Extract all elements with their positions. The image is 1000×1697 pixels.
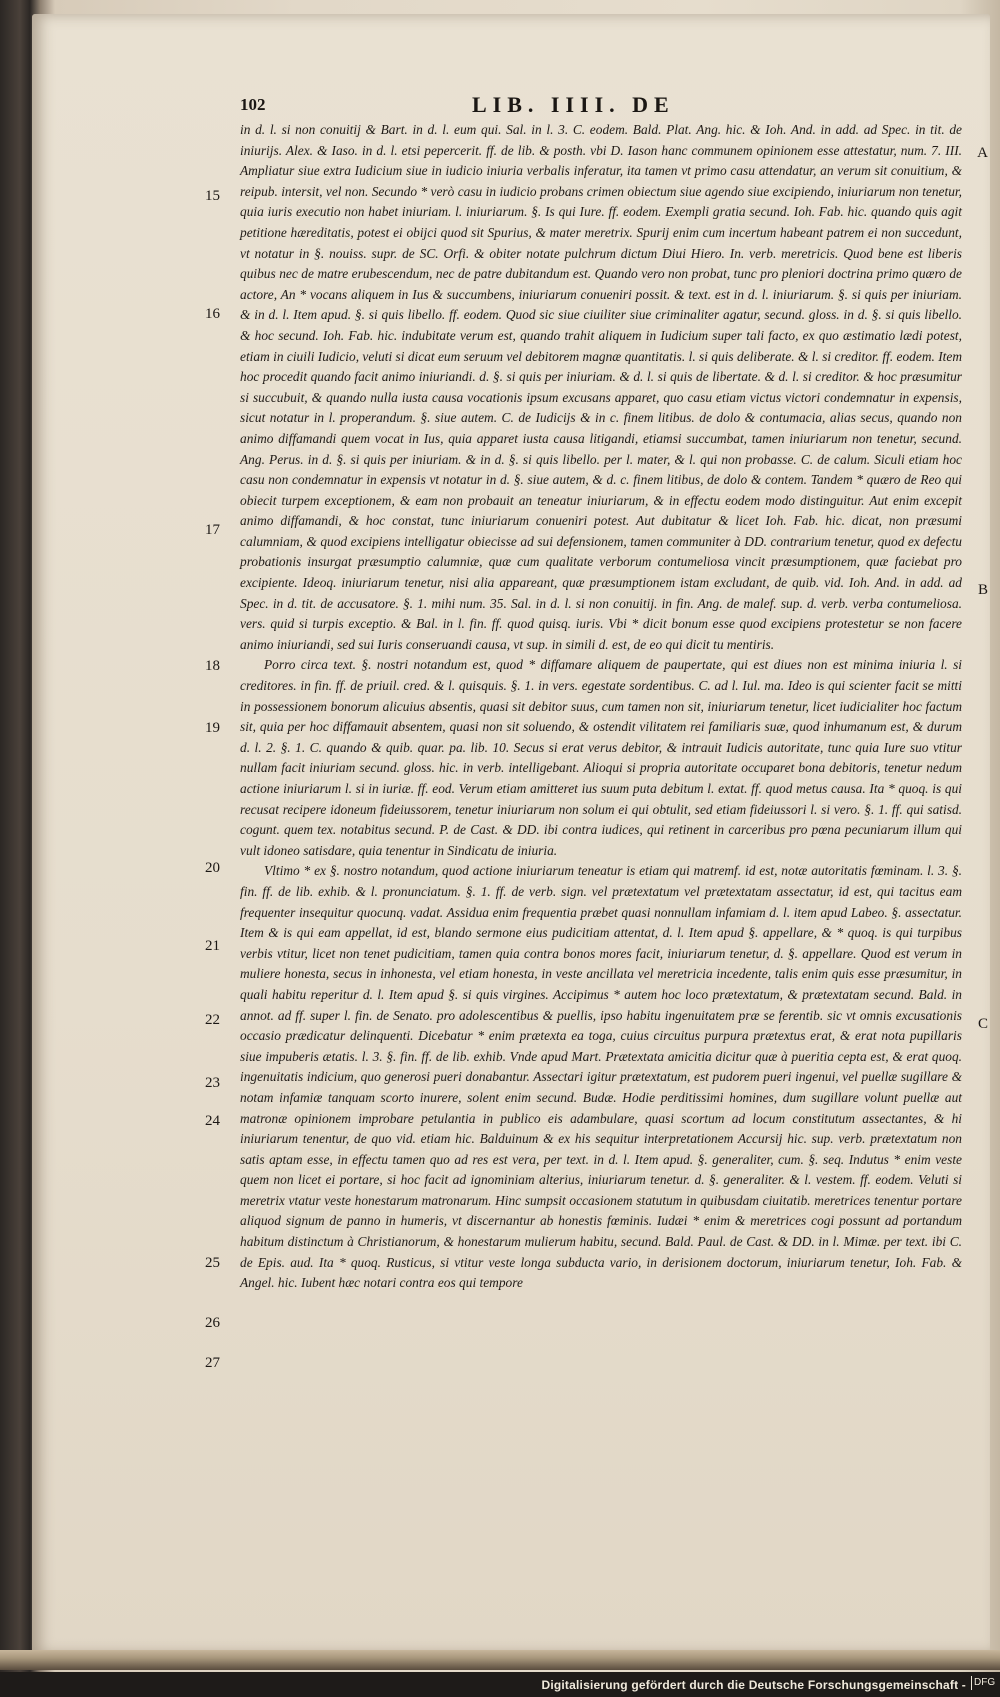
margin-number: 18 bbox=[205, 658, 220, 674]
side-letter-a: A bbox=[977, 145, 988, 161]
margin-number: 25 bbox=[205, 1255, 220, 1271]
margin-number: 22 bbox=[205, 1012, 220, 1028]
running-head: LIB. IIII. DE bbox=[472, 92, 675, 117]
dfg-logo: DFG bbox=[971, 1676, 996, 1690]
side-letter-b: B bbox=[977, 582, 988, 598]
paragraph: Vltimo * ex §. nostro notandum, quod actione iniuriarum teneatur is etiam qui matremf. id est, notæ autoritatis fœminam. l. 3. §. fin. ff. de lib. exhib. & l. pronunciatum. §. 1. ff. de verb. sign. vel prætextatum vel prætextatam assectatur, id est, qui tacitus eam frequenter insequitur quocunq. vadat. Assidua enim frequentia præbet quasi nonnullam infamiam d. l. item apud Labeo. §. assectatur. Item & is qui eam appellat, id est, blando sermone eius pudicitiam attentat, d. l. Item apud §. appellare, & * quoq. is qui turpibus verbis vtitur, licet non tenet pudicitiam, tamen quia contra bonos mores facit, iniuriarum tenetur, d. §. appellare. Quod est verum in muliere honesta, secus in inhonesta, vel etiam honesta, in veste ancillata vel meretricia incedente, talis enim quis esse præsumitur, in quali habitu reperitur d. l. Item apud §. si quis virgines. Accipimus * autem hoc loco prætextatum, & prætextatam secund. Bald. in annot. ad ff. super l. fin. de Senato. pro adolescentibus & puellis, ipso habitu ingenuitatem præ se ferentib. sic vt omnis excusationis occasio prædicatur delinquenti. Dicebatur * enim prætexta ea toga, cuius circuitus purpura prætextus erat, & erat nota pupillaris siue impuberis ætatis. l. 3. §. fin. ff. de lib. exhib. Vnde apud Mart. Prætextata amicitia dicitur quæ à pueritia cepta est, & erat quoq. ingenuitatis indicium, quo generosi pueri donabantur. Assectari igitur prætextatum, est pudorem pueri ingenui, vel puellæ sugillare & notam infamiæ tanquam scorto inurere, solent enim secund. Budæ. Hodie perditissimi homines, dum sugillare volunt puellæ aut matronæ opinionem improbare petulantia in publico eis adambulare, quasi scortum ad locum constitutum assectantes, & hi iniuriarum tenentur, de quo vid. etiam hic. Balduinum & ex his sequitur interpretationem Accursij hic. sup. verb. prætextatum non satis aptam esse, in effectu tamen quo ad res est vera, per text. in d. l. Item apud. §. generaliter, cum. §. seq. Indutus * enim veste quem non licet ei portare, si hoc facit ad ignominiam alterius, iniuriarum tenetur. d. §. generaliter. & l. vestem. ff. eodem. Veluti si meretrix vtatur veste honestarum matronarum. Hinc sumpsit occasionem statutum in quibusdam ciuitatib. meretrices tenentur portare aliquod signum de panno in humeris, vt discernantur ab honestis fœminis. Iudæi * enim & meretrices cogi possunt ad portandum habitum distinctum à Christianorum, & honestarum mulierum habitu, secund. Bald. Paul. de Cast. & DD. in l. Mimæ. per text. ibi C. de Epis. aud. Ita * quoq. Rusticus, si vtitur veste longa subducta vario, in derisionem doctorum, iniuriarum tenetur, Ioh. Fab. & Angel. hic. Iubent hæc notari contra eos qui tempore bbox=[240, 863, 962, 1291]
body-text bbox=[240, 120, 962, 1294]
digitization-credit: Digitalisierung gefördert durch die Deutsche Forschungsgemeinschaft - bbox=[541, 1678, 966, 1692]
margin-number: 27 bbox=[205, 1355, 220, 1371]
margin-number: 24 bbox=[205, 1113, 220, 1129]
page-number: 102 bbox=[240, 95, 266, 114]
margin-number: 19 bbox=[205, 720, 220, 736]
paragraph: Porro circa text. §. nostri notandum est, quod * diffamare aliquem de paupertate, qui est diues non est minima iniuria l. si creditores. in fin. ff. de priuil. cred. & l. quisquis. §. 1. in vers. egestate sordentibus. C. ad l. Iul. ma. Ideo is qui scienter facit se mitti in possessionem bonorum alicuius absentis, quasi sit debitor suus, cum tamen non sit, iniuriarum tenetur, licet iudicialiter hoc factum sit, quia per hoc diffamauit absentem, quasi non sit soluendo, & ostendit vilitatem rei familiaris suæ, quod inhumanum est, & durum d. l. 2. §. 1. C. quando & quib. quar. pa. lib. 10. Secus si erat verus debitor, & intrauit Iudicis autoritate, tunc quia Iure suo vtitur nullam facit iniuriam secund. gloss. hic. in verb. intelligebant. Alioqui si propria autoritate occuparet bona debitoris, tenetur nedum actione iniuriarum l. si in iuriæ. ff. eod. Verum etiam amitteret ius suum puta debitum l. extat. ff. quod metus causa. Ita * quoq. is qui recusat recipere idoneum fideiussorem, tenetur iniuriarum non solum ei qui obtulit, sed etiam fideiussori l. si vero. §. 1. ff. qui satisd. cogunt. quem tex. notabitus secund. P. de Cast. & DD. ibi contra iudices, qui retinent in carceribus pro pœna pecuniarum illum qui vult idoneo satisdare, quia tenentur in Sindicatu de iniuria. bbox=[240, 657, 962, 858]
margin-number: 21 bbox=[205, 938, 220, 954]
page-edge bbox=[0, 1650, 1000, 1670]
paragraph: in d. l. si non conuitij & Bart. in d. l. eum qui. Sal. in l. 3. C. eodem. Bald. Plat. Ang. hic. & Ioh. And. in add. ad Spec. in tit. de iniurijs. Alex. & Iaso. in d. l. etsi pepercerit. ff. de lib. & posth. vbi D. Iason hanc communem opinionem esse attestatur, num. 7. III. Ampliatur siue extra Iudicium siue in iudicio iniuria verbalis inferatur, ita tamen vt primo casu attendatur, an verum sit conuitium, & reipub. intersit, vel non. Secundo * verò casu in iudicio probans crimen obiectum siue agendo siue excipiendo, iniuriarum non tenetur, quia iuris executio non habet iniuriam. l. iniuriarum. §. Is qui Iure. ff. eodem. Exempli gratia secund. Ioh. Fab. hic. quando quis agit petitione hæreditatis, potest ei obijci quod sit Spurius, & mater meretrix. Spurij enim cum incertum habeant patrem ei non succedunt, vt notatur in §. nouiss. supr. de SC. Orfi. & obiter notate pulchrum dictum Diui Hiero. In. verb. meretricis. Quod bene est liberis quibus nec de matre erubescendum, nec de patre dubitandum est. Quando vero non probat, tunc pro pleniori doctrina primo quæro de actore, An * vocans aliquem in Ius & succumbens, iniuriarum conueniri possit. & text. est in d. l. iniuriarum. §. si quis per iniuriam. & in d. l. Item apud. §. si quis libello. ff. eodem. Quod sic siue ciuiliter siue criminaliter agatur, secund. gloss. in d. §. si quis libello. & hoc secund. Ioh. Fab. hic. indubitate verum est, quando trahit aliquem in Iudicium super tali facto, ex quo æstimatio lædi potest, etiam in ciuili Iudicio, veluti si dicat eum seruum vel debitorem magnæ quantitatis. l. si quis deliberate. & l. si creditor. ff. eodem. Item hoc procedit quando facit animo iniuriandi. d. §. si quis per iniuriam. & d. l. si quis de libertate. & d. l. si creditor. & hoc præsumitur si succubuit, & quando nulla iusta causa vocationis ipsum excusans apparet, quo casu etiam victus victori condemnatur in expensis, sicut notatur in l. properandum. §. siue autem. C. de Iudicijs & in c. finem litibus. de dolo & contumacia, alias secus, quando non animo diffamandi quem vocat in Ius, quia apparet iusta causa litigandi, etiamsi succumbat, tamen iniuriarum non tenetur, secund. Ang. Perus. in d. §. si quis per iniuriam. & in d. §. si quis libello. per l. mater, & l. qui non probasse. C. de calum. Siculi etiam hoc casu non condemnatur in expensis vt notatur in d. §. siue autem, & d. c. finem litibus, de dolo & contem. Tandem * quæro de Reo qui obiecit turpem exceptionem, & eam non probauit an teneatur iniuriarum, & in effectu eodem modo distinguitur. Aut enim excepit animo diffamandi, & hoc constat, tunc iniuriarum conueniri potest. Aut dubitatur & licet Ioh. Fab. hic. dicat, non præsumi calumniam, & quod excipiens intelligatur obiecisse ad sui defensionem, tamen communiter à DD. contrarium tenetur, quod ex defectu probationis insurgat præsumptio calumniæ, quæ cum qualitate verborum contumeliosa vincit præsumptionem, quæ faciebat pro excipiente. Ideoq. iniuriarum tenetur, nisi alia appareant, quæ præsumptionem istam excludant, de quib. vid. Ioh. And. in add. ad Spec. in d. tit. de accusatore. §. 1. mihi num. 35. Sal. in d. l. si non conuitij. in fin. Ang. de malef. sup. d. verb. verba contumeliosa. vers. quid si turpis exceptio. & Bal. in l. fin. ff. quod quisq. iuris. Vbi * dicit bonum esse quod excipiens protestetur se non facere animo iniuriandi, sed sui Iuris conseruandi causa, vt sup. in simili d. est, de eo qui dicit tu mentiris. bbox=[240, 122, 962, 652]
side-letter-c: C bbox=[977, 1016, 988, 1032]
margin-number: 20 bbox=[205, 860, 220, 876]
margin-number: 23 bbox=[205, 1075, 220, 1091]
margin-number: 26 bbox=[205, 1315, 220, 1331]
margin-number: 16 bbox=[205, 306, 220, 322]
margin-number: 17 bbox=[205, 522, 220, 538]
margin-number: 15 bbox=[205, 188, 220, 204]
